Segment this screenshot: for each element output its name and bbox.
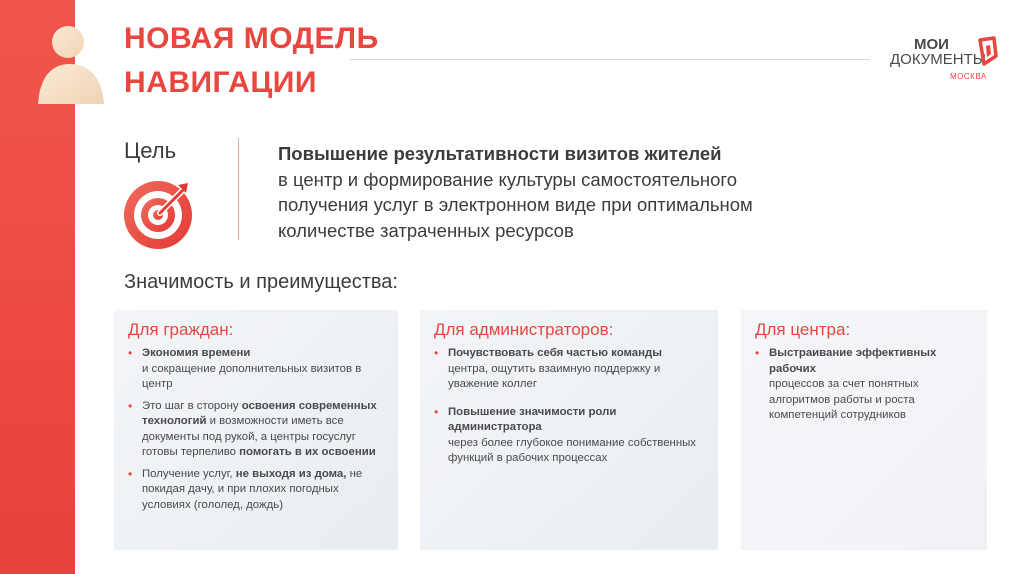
item-bold: • Экономия времени <box>142 347 251 359</box>
item-text: Получение услуг, <box>142 467 233 480</box>
list-item <box>755 346 977 424</box>
card-items <box>755 346 977 430</box>
goal-line-3: получения услуг в электронном виде при оптимальном <box>278 194 753 215</box>
card-citizens <box>114 310 398 550</box>
item-bold: • Почувствовать себя частью команды <box>448 347 662 359</box>
item-text: и возможности иметь все документы под рукой, а центры госуслуг готовы терпеливо <box>142 415 356 458</box>
list-item <box>128 346 388 393</box>
card-items <box>434 346 708 473</box>
goal-line-4: количестве затраченных ресурсов <box>278 219 574 241</box>
list-item <box>128 399 388 461</box>
item-bold: помогать в их освоении <box>239 446 376 458</box>
item-bold: • Выстраивание эффективных рабочих <box>769 347 937 375</box>
card-title: Для центра: <box>755 320 851 339</box>
item-text: и сокращение дополнительных визитов в центр <box>142 362 362 390</box>
list-item <box>128 467 388 514</box>
item-text: не покидая дачу, и при плохих погодных условиях (гололед, дождь) <box>142 467 363 511</box>
person-avatar-icon <box>20 12 110 112</box>
header-divider <box>350 59 870 60</box>
item-bold: не выходя из дома, <box>235 467 347 480</box>
goal-line-2: в центр и формирование культуры самостоятельного <box>278 168 738 190</box>
brand-logo <box>888 36 1008 92</box>
item-text: процессов за счет понятных алгоритмов работы и роста компетенций сотрудников <box>769 378 919 421</box>
item-text: через более глубокое понимание собственных функций в рабочих процессах <box>448 436 697 464</box>
goal-label: Цель <box>124 138 177 163</box>
item-text: Это шаг в сторону <box>142 399 239 412</box>
goal-divider <box>238 138 239 240</box>
item-bold: • Повышение значимости роли администратора <box>448 405 617 433</box>
significance-heading: Значимость и преимущества: <box>124 271 398 293</box>
card-items <box>128 346 388 519</box>
goal-line-1: Повышение результативности визитов жителей <box>278 143 722 164</box>
logo-text-city: МОСКВА <box>950 72 987 81</box>
logo-text-top: МОИ <box>914 36 949 53</box>
list-item <box>434 346 708 393</box>
page-title-line-2: НАВИГАЦИИ <box>124 66 317 99</box>
logo-text-middle: ДОКУМЕНТЫ <box>890 51 987 68</box>
item-bold: освоения современных технологий <box>142 399 377 427</box>
page-title-line-1: НОВАЯ МОДЕЛЬ <box>124 22 379 55</box>
card-center <box>741 310 987 550</box>
card-title: Для граждан: <box>128 320 234 339</box>
list-item <box>434 405 708 467</box>
card-title: Для администраторов: <box>434 320 614 339</box>
target-arrow-icon <box>122 175 198 251</box>
goal-description <box>278 141 878 243</box>
item-text: центра, ощутить взаимную поддержку и уважение коллег <box>448 362 661 390</box>
card-administrators <box>420 310 718 550</box>
moi-dokumenty-logo-icon <box>976 36 1000 66</box>
